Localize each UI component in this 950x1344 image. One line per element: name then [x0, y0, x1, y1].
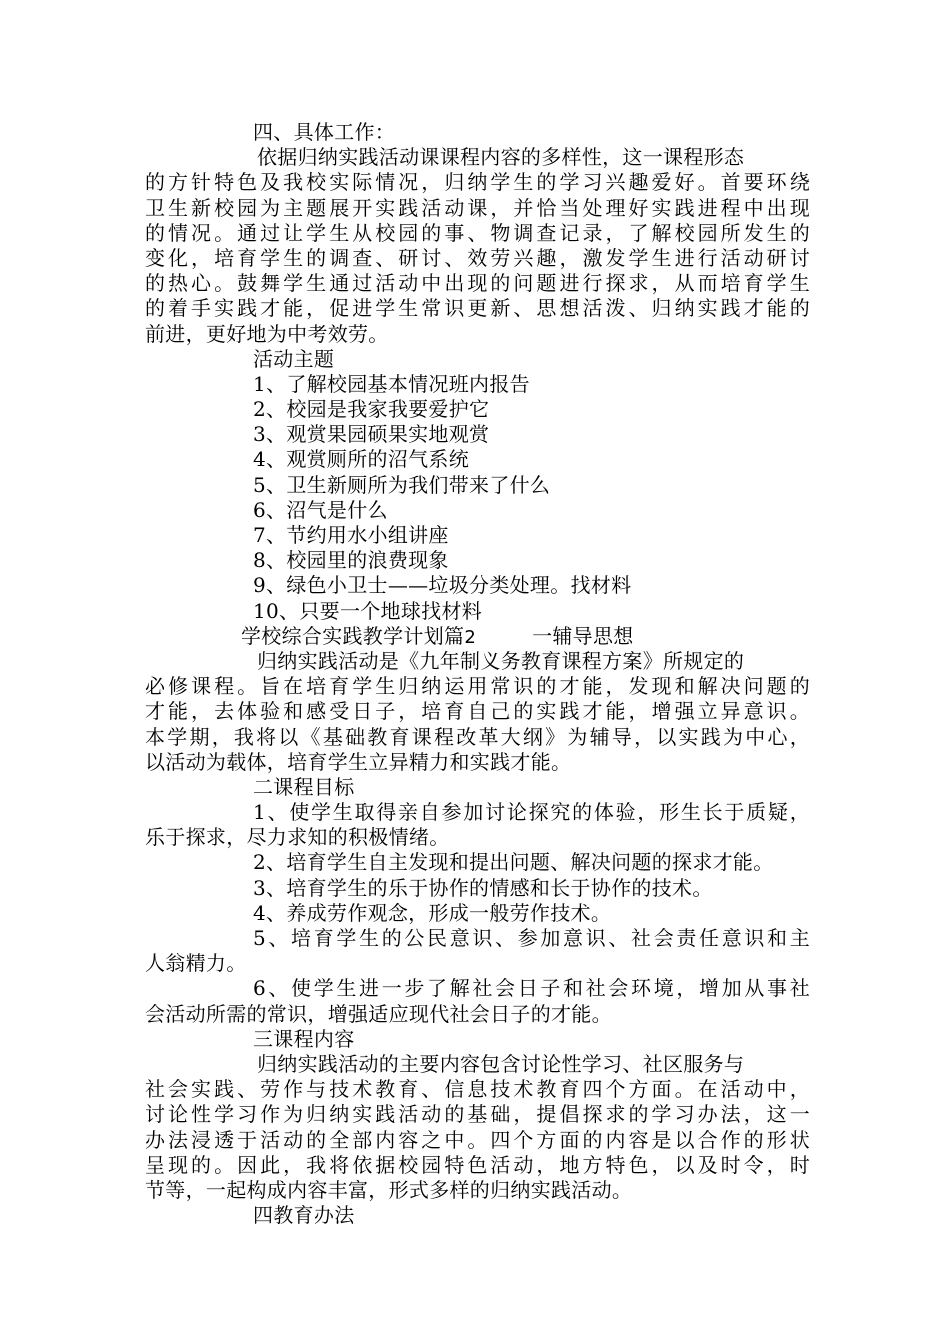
list-item: 4、观赏厕所的沼气系统: [253, 447, 470, 472]
paragraph-line: 前进，更好地为中考效劳。: [145, 321, 389, 346]
plan-title-prefix: 学校综合实践教学计划篇: [241, 623, 465, 648]
paragraph-line: 的情况。通过让学生从校园的事、物调查记录，了解校园所发生的: [145, 220, 810, 245]
list-item: 3、培育学生的乐于协作的情感和长于协作的技术。: [253, 875, 713, 900]
paragraph-line: 节等，一起构成内容丰富，形式多样的归纳实践活动。: [145, 1177, 633, 1202]
list-item: 1、了解校园基本情况班内报告: [253, 371, 530, 396]
paragraph-line: 的方针特色及我校实际情况，归纳学生的学习兴趣爱好。首要环绕: [145, 170, 810, 195]
plan-title-number: 2: [464, 626, 477, 648]
list-item: 2、培育学生自主发现和提出问题、解决问题的探求才能。: [253, 850, 774, 875]
paragraph-line: 归纳实践活动是《九年制义务教育课程方案》所规定的: [257, 648, 745, 673]
paragraph-line: 的热心。鼓舞学生通过活动中出现的问题进行探求，从而培育学生: [145, 271, 810, 296]
list-item: 8、校园里的浪费现象: [253, 548, 449, 573]
section-heading: 四教育办法: [253, 1203, 355, 1228]
paragraph-line: 才能，去体验和感受日子，培育自己的实践才能，增强立异意识。: [145, 699, 810, 724]
section-heading: 四、具体工作：: [253, 120, 396, 144]
paragraph-line: 归纳实践活动的主要内容包含讨论性学习、社区服务与: [257, 1051, 745, 1076]
list-item: 9、绿色小卫士——垃圾分类处理。找材料: [253, 573, 632, 598]
section-heading: 三课程内容: [253, 1026, 355, 1051]
list-item: 4、养成劳作观念，形成一般劳作技术。: [253, 900, 612, 925]
plan-title: [145, 624, 810, 649]
document-body: [145, 120, 810, 1228]
list-item: 10、只要一个地球找材料: [253, 598, 483, 623]
list-item: 2、校园是我家我要爱护它: [253, 397, 490, 422]
list-item: 6、沼气是什么: [253, 497, 388, 522]
paragraph-line: 本学期，我将以《基础教育课程改革大纲》为辅导，以实践为中心，: [145, 724, 810, 749]
list-item: 5、培育学生的公民意识、参加意识、社会责任意识和主: [253, 926, 810, 950]
list-item: 6、使学生进一步了解社会日子和社会环境，增加从事社: [253, 976, 810, 1001]
paragraph-course-content: [145, 1052, 810, 1203]
paragraph-line: 的着手实践才能，促进学生常识更新、思想活泼、归纳实践才能的: [145, 296, 810, 321]
paragraph-line: 呈现的。因此，我将依据校园特色活动，地方特色，以及时令，时: [145, 1152, 810, 1177]
paragraph-line: 卫生新校园为主题展开实践活动课，并恰当处理好实践进程中出现: [145, 195, 810, 220]
list-item: 3、观赏果园硕果实地观赏: [253, 422, 490, 447]
goals-list: [145, 800, 810, 1027]
section-heading: 活动主题: [253, 346, 335, 371]
paragraph-line: 社会实践、劳作与技术教育、信息技术教育四个方面。在活动中，: [145, 1077, 810, 1102]
list-item-continuation: 会活动所需的常识，增强适应现代社会日子的才能。: [145, 1001, 612, 1026]
list-item-continuation: 人翁精力。: [145, 951, 247, 976]
list-item: 1、使学生取得亲自参加讨论探究的体验，形生长于质疑，: [253, 800, 810, 825]
section-heading: 二课程目标: [253, 774, 355, 799]
activity-list: [145, 372, 810, 624]
paragraph-line: 办法浸透于活动的全部内容之中。四个方面的内容是以合作的形状: [145, 1127, 810, 1152]
paragraph-line: 依据归纳实践活动课课程内容的多样性，这一课程形态: [257, 145, 745, 170]
list-item: 5、卫生新厕所为我们带来了什么: [253, 472, 551, 497]
paragraph-line: 必修课程。旨在培育学生归纳运用常识的才能，发现和解决问题的: [145, 674, 810, 699]
paragraph-guiding-thought: [145, 649, 810, 775]
list-item: 7、节约用水小组讲座: [253, 523, 449, 547]
list-item-continuation: 乐于探求，尽力求知的积极情绪。: [145, 825, 450, 850]
paragraph-line: 变化，培育学生的调查、研讨、效劳兴趣，激发学生进行活动研讨: [145, 245, 810, 270]
plan-title-suffix: 一辅导思想: [532, 623, 634, 648]
paragraph-specific-work: [145, 145, 810, 347]
paragraph-line: 以活动为载体，培育学生立异精力和实践才能。: [145, 749, 572, 774]
paragraph-line: 讨论性学习作为归纳实践活动的基础，提倡探求的学习办法，这一: [145, 1102, 810, 1127]
